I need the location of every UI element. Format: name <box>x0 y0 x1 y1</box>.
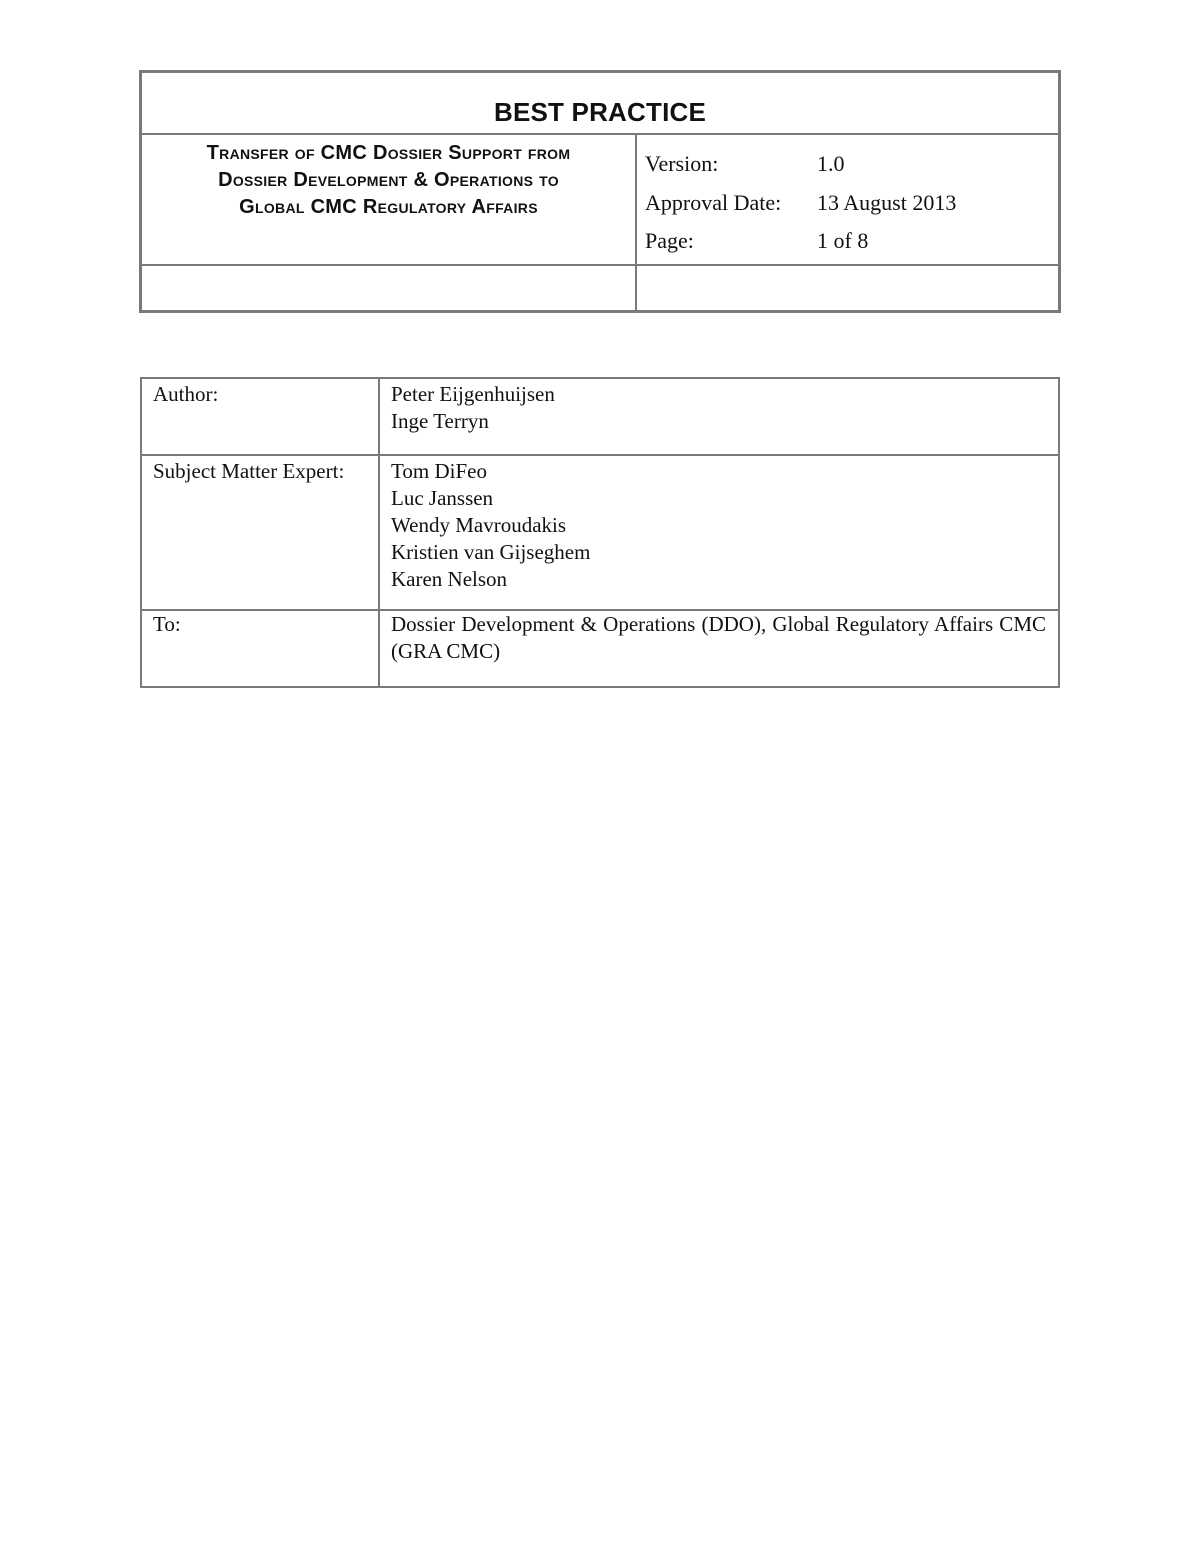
document-title-line: Dossier Development & Operations to <box>218 169 559 191</box>
author-name: Inge Terryn <box>391 409 489 433</box>
sme-label: Subject Matter Expert: <box>141 455 379 610</box>
approval-date-label: Approval Date: <box>645 189 782 215</box>
sme-names <box>379 455 1059 610</box>
to-label: To: <box>141 610 379 687</box>
document-type-title: BEST PRACTICE <box>493 96 707 127</box>
meta-row-version <box>637 145 1058 184</box>
sme-name: Karen Nelson <box>391 567 508 591</box>
author-label: Author: <box>141 378 379 455</box>
author-names <box>379 378 1059 455</box>
document-title-cell <box>142 135 637 266</box>
sme-name: Wendy Mavroudakis <box>391 513 567 537</box>
page-label: Page: <box>645 228 694 253</box>
version-label: Version: <box>645 151 719 176</box>
table-row-to <box>141 610 1059 687</box>
sme-name: Tom DiFeo <box>391 459 487 483</box>
page-value: 1 of 8 <box>817 228 869 253</box>
sme-name: Kristien van Gijseghem <box>391 540 591 564</box>
to-value: Dossier Development & Operations (DDO), Global Regulatory Affairs CMC (GRA CMC) <box>379 610 1059 687</box>
table-row-author <box>141 378 1059 455</box>
document-header <box>139 70 1061 313</box>
document-info-table <box>140 377 1060 688</box>
meta-row-page <box>637 222 1058 261</box>
empty-cell-left <box>142 266 637 310</box>
version-value: 1.0 <box>817 151 845 176</box>
document-title-line: Transfer of CMC Dossier Support from <box>206 142 571 164</box>
empty-cell-right <box>637 266 1058 310</box>
header-title-row <box>142 73 1058 135</box>
meta-row-approval-date <box>637 184 1058 223</box>
document-title-line: Global CMC Regulatory Affairs <box>239 196 538 218</box>
document-meta-cell <box>637 135 1058 266</box>
approval-date-value: 13 August 2013 <box>817 189 957 215</box>
sme-name: Luc Janssen <box>391 486 494 510</box>
document-title <box>142 140 635 221</box>
table-row-subject-matter-expert <box>141 455 1059 610</box>
author-name: Peter Eijgenhuijsen <box>391 382 555 406</box>
